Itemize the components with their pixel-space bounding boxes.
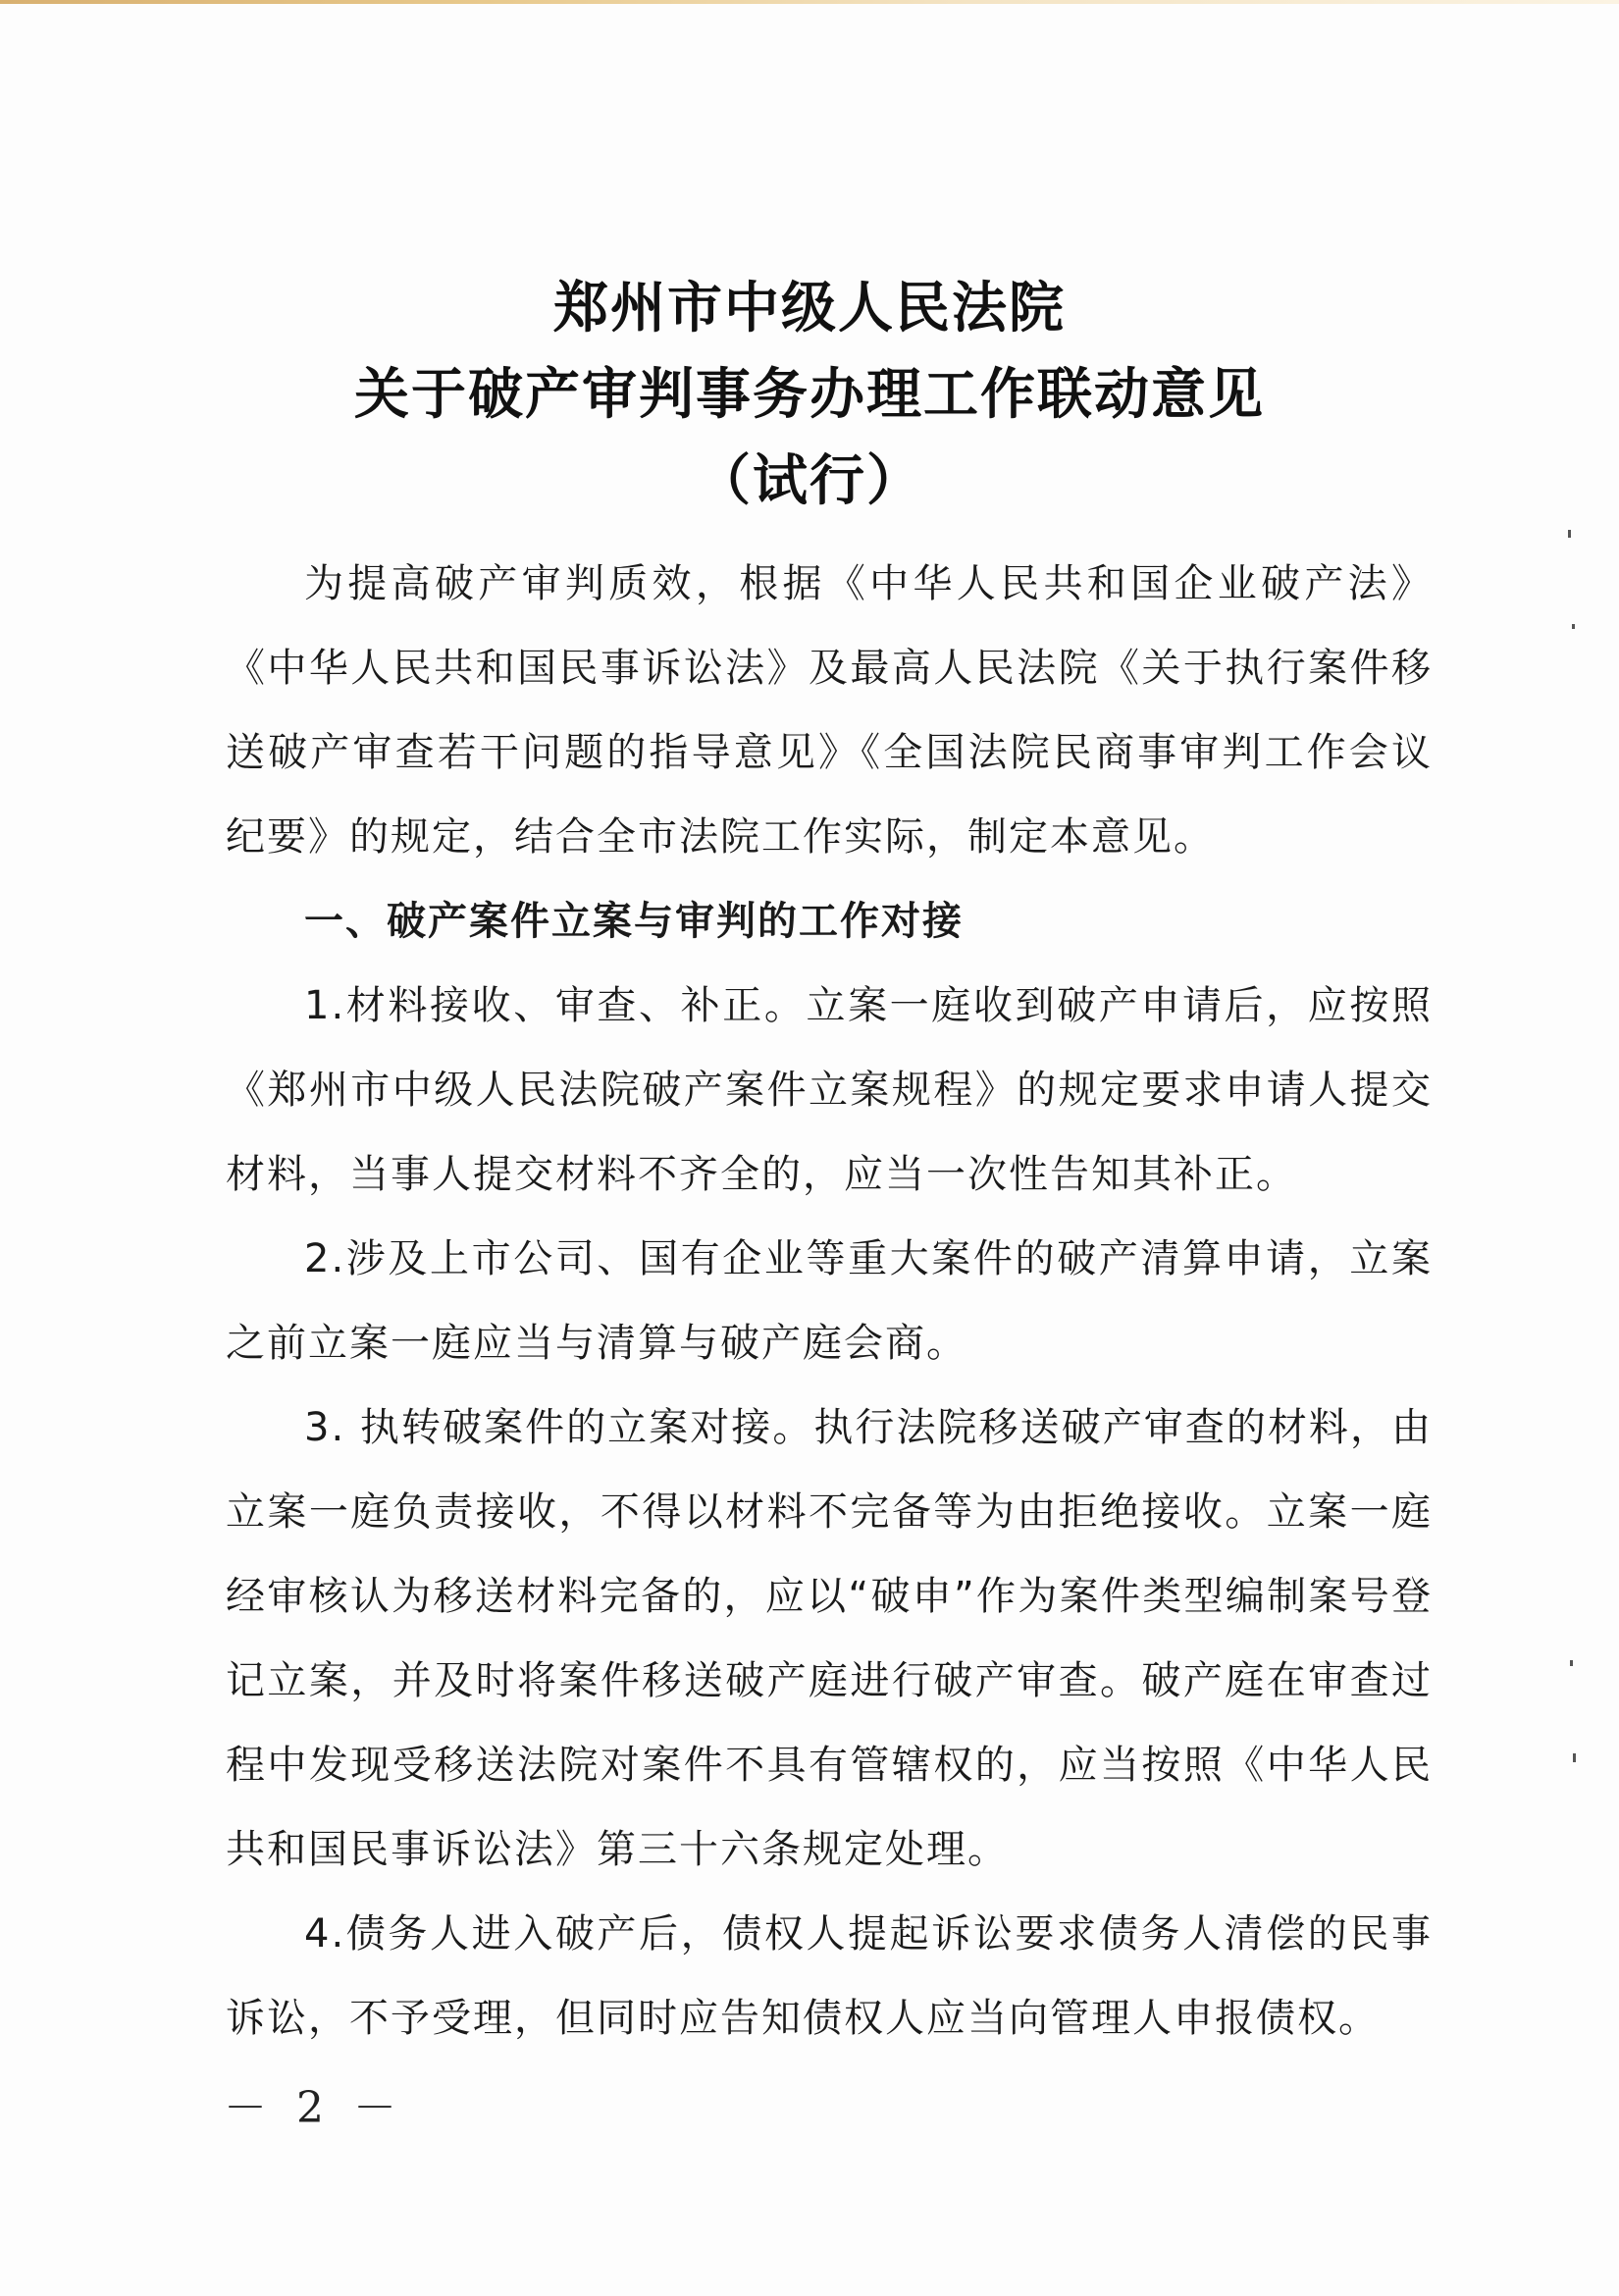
preamble-paragraph: 为提高破产审判质效，根据《中华人民共和国企业破产法》《中华人民共和国民事诉讼法》及最高人民法院《关于执行案件移送破产审查若干问题的指导意见》《全国法院民商事审判工作会议纪要》的规定，结合全市法院工作实际，制定本意见。 <box>226 561 1433 860</box>
section-heading: 一、破产案件立案与审判的工作对接 <box>304 899 964 944</box>
clause-4-paragraph: 4.债务人进入破产后，债权人提起诉讼要求债务人清偿的民事诉讼，不予受理，但同时应告知债权人应当向管理人申报债权。 <box>226 1911 1433 2041</box>
scan-edge <box>0 0 1619 4</box>
scan-speck <box>1573 1753 1576 1762</box>
scan-speck <box>1572 624 1575 629</box>
document-body <box>226 542 1433 2061</box>
title-line-2: 关于破产审判事务办理工作联动意见 <box>354 362 1265 427</box>
document-title <box>0 265 1619 524</box>
clause-1-paragraph: 1.材料接收、审查、补正。立案一庭收到破产申请后，应按照《郑州市中级人民法院破产案件立案规程》的规定要求申请人提交材料，当事人提交材料不齐全的，应当一次性告知其补正。 <box>226 983 1433 1197</box>
scan-speck <box>1570 1660 1573 1666</box>
title-line-3: （试行） <box>696 448 923 513</box>
clause-3-paragraph: 3. 执转破案件的立案对接。执行法院移送破产审查的材料，由立案一庭负责接收，不得以材料不完备等为由拒绝接收。立案一庭经审核认为移送材料完备的，应以“破申”作为案件类型编制案号登记立案，并及时将案件移送破产庭进行破产审查。破产庭在审查过程中发现受移送法院对案件不具有管辖权的，应当按照《中华人民共和国民事诉讼法》第三十六条规定处理。 <box>226 1405 1433 1872</box>
scan-speck <box>1568 530 1571 538</box>
clause-2-paragraph: 2.涉及上市公司、国有企业等重大案件的破产清算申请，立案之前立案一庭应当与清算与破产庭会商。 <box>226 1236 1433 1366</box>
page-number: － 2 － <box>224 2083 404 2133</box>
title-line-1: 郑州市中级人民法院 <box>553 276 1066 340</box>
